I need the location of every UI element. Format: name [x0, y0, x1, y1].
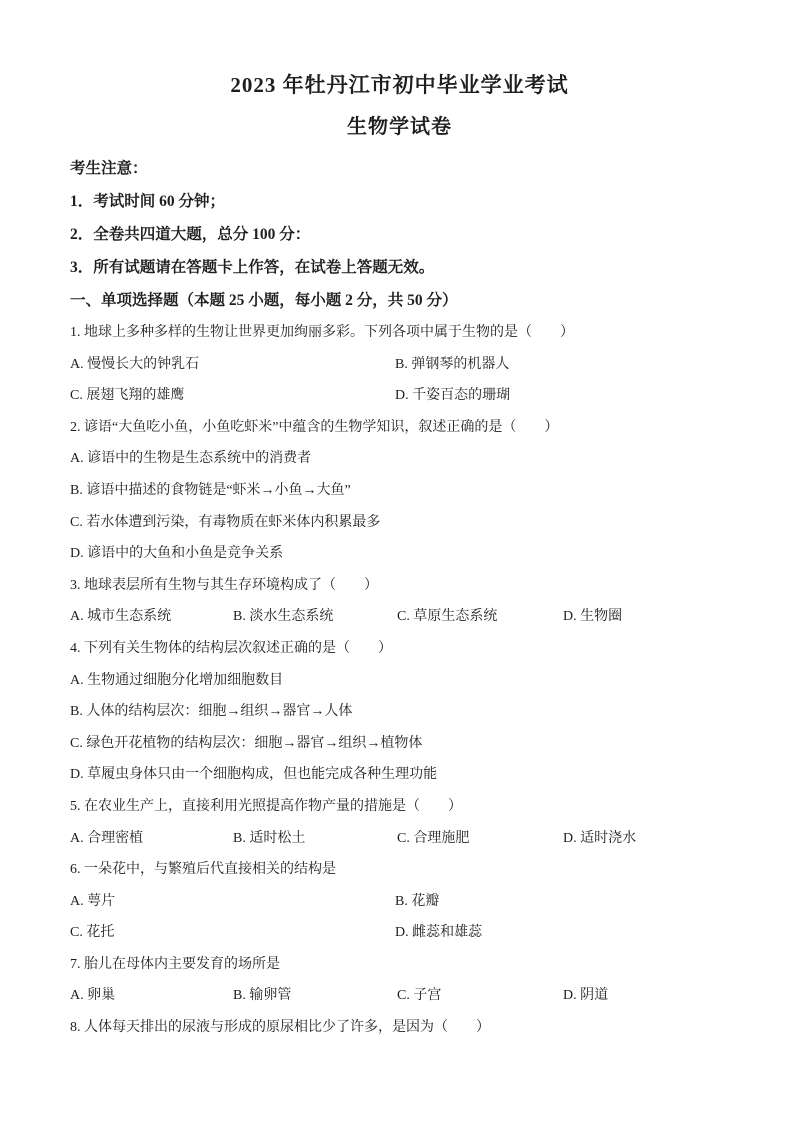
- question-2-option-a: A. 谚语中的生物是生态系统中的消费者: [70, 451, 312, 467]
- question-3: [70, 570, 729, 633]
- question-7-option-c: C. 子宫: [397, 988, 442, 1004]
- question-3-option-b: B. 淡水生态系统: [233, 609, 334, 625]
- question-6-stem: 6. 一朵花中，与繁殖后代直接相关的结构是: [70, 862, 336, 878]
- question-8-stem: 8. 人体每天排出的尿液与形成的原尿相比少了许多，是因为（ ）: [70, 1020, 490, 1036]
- question-7-option-a: A. 卵巢: [70, 988, 116, 1004]
- question-6-option-d: D. 雌蕊和雄蕊: [395, 925, 483, 941]
- question-5-option-a: A. 合理密植: [70, 830, 144, 846]
- question-6-option-a: A. 萼片: [70, 893, 116, 909]
- question-4-option-b: B. 人体的结构层次：细胞→组织→器官→人体: [70, 704, 353, 720]
- question-5: [70, 791, 729, 854]
- question-2-stem: 2. 谚语“大鱼吃小鱼，小鱼吃虾米”中蕴含的生物学知识，叙述正确的是（ ）: [70, 419, 559, 435]
- question-1-stem: 1. 地球上多种多样的生物让世界更加绚丽多彩。下列各项中属于生物的是（ ）: [70, 325, 574, 340]
- question-6-options-row-2: [70, 917, 729, 949]
- question-4-option-a: A. 生物通过细胞分化增加细胞数目: [70, 672, 284, 688]
- question-5-stem: 5. 在农业生产上，直接利用光照提高作物产量的措施是（ ）: [70, 798, 462, 814]
- notice-item-2: 2．全卷共四道大题，总分 100 分：: [70, 226, 311, 243]
- question-1-options-row-1: [70, 349, 729, 381]
- question-1-options-row-2: [70, 380, 729, 412]
- question-1: [70, 317, 729, 412]
- question-2-option-b: B. 谚语中描述的食物链是“虾米→小鱼→大鱼”: [70, 482, 351, 498]
- question-1-option-d: D. 千姿百态的珊瑚: [395, 388, 511, 404]
- question-6-option-b: B. 花瓣: [395, 893, 440, 909]
- question-2-option-c: C. 若水体遭到污染，有毒物质在虾米体内积累最多: [70, 514, 381, 530]
- notice-item-3: 3．所有试题请在答题卡上作答，在试卷上答题无效。: [70, 259, 435, 276]
- question-3-option-a: A. 城市生态系统: [70, 609, 172, 625]
- question-3-stem: 3. 地球表层所有生物与其生存环境构成了（ ）: [70, 577, 378, 593]
- question-7-options-row: [70, 980, 729, 1012]
- question-7-option-d: D. 阴道: [563, 988, 609, 1004]
- question-4-option-c: C. 绿色开花植物的结构层次：细胞→器官→组织→植物体: [70, 735, 423, 751]
- section-heading: 一、单项选择题（本题 25 小题，每小题 2 分，共 50 分）: [70, 292, 458, 309]
- notice-block: [70, 152, 729, 284]
- question-3-option-c: C. 草原生态系统: [397, 609, 498, 625]
- question-7: [70, 949, 729, 1012]
- question-1-option-a: A. 慢慢长大的钟乳石: [70, 356, 200, 372]
- question-4: [70, 633, 729, 791]
- question-3-option-d: D. 生物圈: [563, 609, 623, 625]
- question-1-option-b: B. 弹钢琴的机器人: [395, 356, 510, 372]
- notice-heading: 考生注意：: [70, 160, 148, 177]
- question-5-options-row: [70, 823, 729, 855]
- question-6-option-c: C. 花托: [70, 925, 115, 941]
- exam-title: 2023 年牡丹江市初中毕业学业考试: [230, 73, 569, 97]
- question-2-option-d: D. 谚语中的大鱼和小鱼是竞争关系: [70, 546, 284, 562]
- question-5-option-b: B. 适时松土: [233, 830, 306, 846]
- question-7-stem: 7. 胎儿在母体内主要发育的场所是: [70, 956, 280, 972]
- question-3-options-row: [70, 601, 729, 633]
- question-5-option-d: D. 适时浇水: [563, 830, 637, 846]
- question-5-option-c: C. 合理施肥: [397, 830, 470, 846]
- question-8: [70, 1012, 729, 1044]
- question-4-stem: 4. 下列有关生物体的结构层次叙述正确的是（ ）: [70, 640, 392, 656]
- question-6-options-row-1: [70, 886, 729, 918]
- question-1-option-c: C. 展翅飞翔的雄鹰: [70, 388, 185, 404]
- question-4-option-d: D. 草履虫身体只由一个细胞构成，但也能完成各种生理功能: [70, 767, 438, 783]
- paper-subject-title: 生物学试卷: [347, 116, 452, 138]
- question-6: [70, 854, 729, 949]
- notice-item-1: 1．考试时间 60 分钟；: [70, 193, 226, 210]
- question-7-option-b: B. 输卵管: [233, 988, 292, 1004]
- question-2: [70, 412, 729, 570]
